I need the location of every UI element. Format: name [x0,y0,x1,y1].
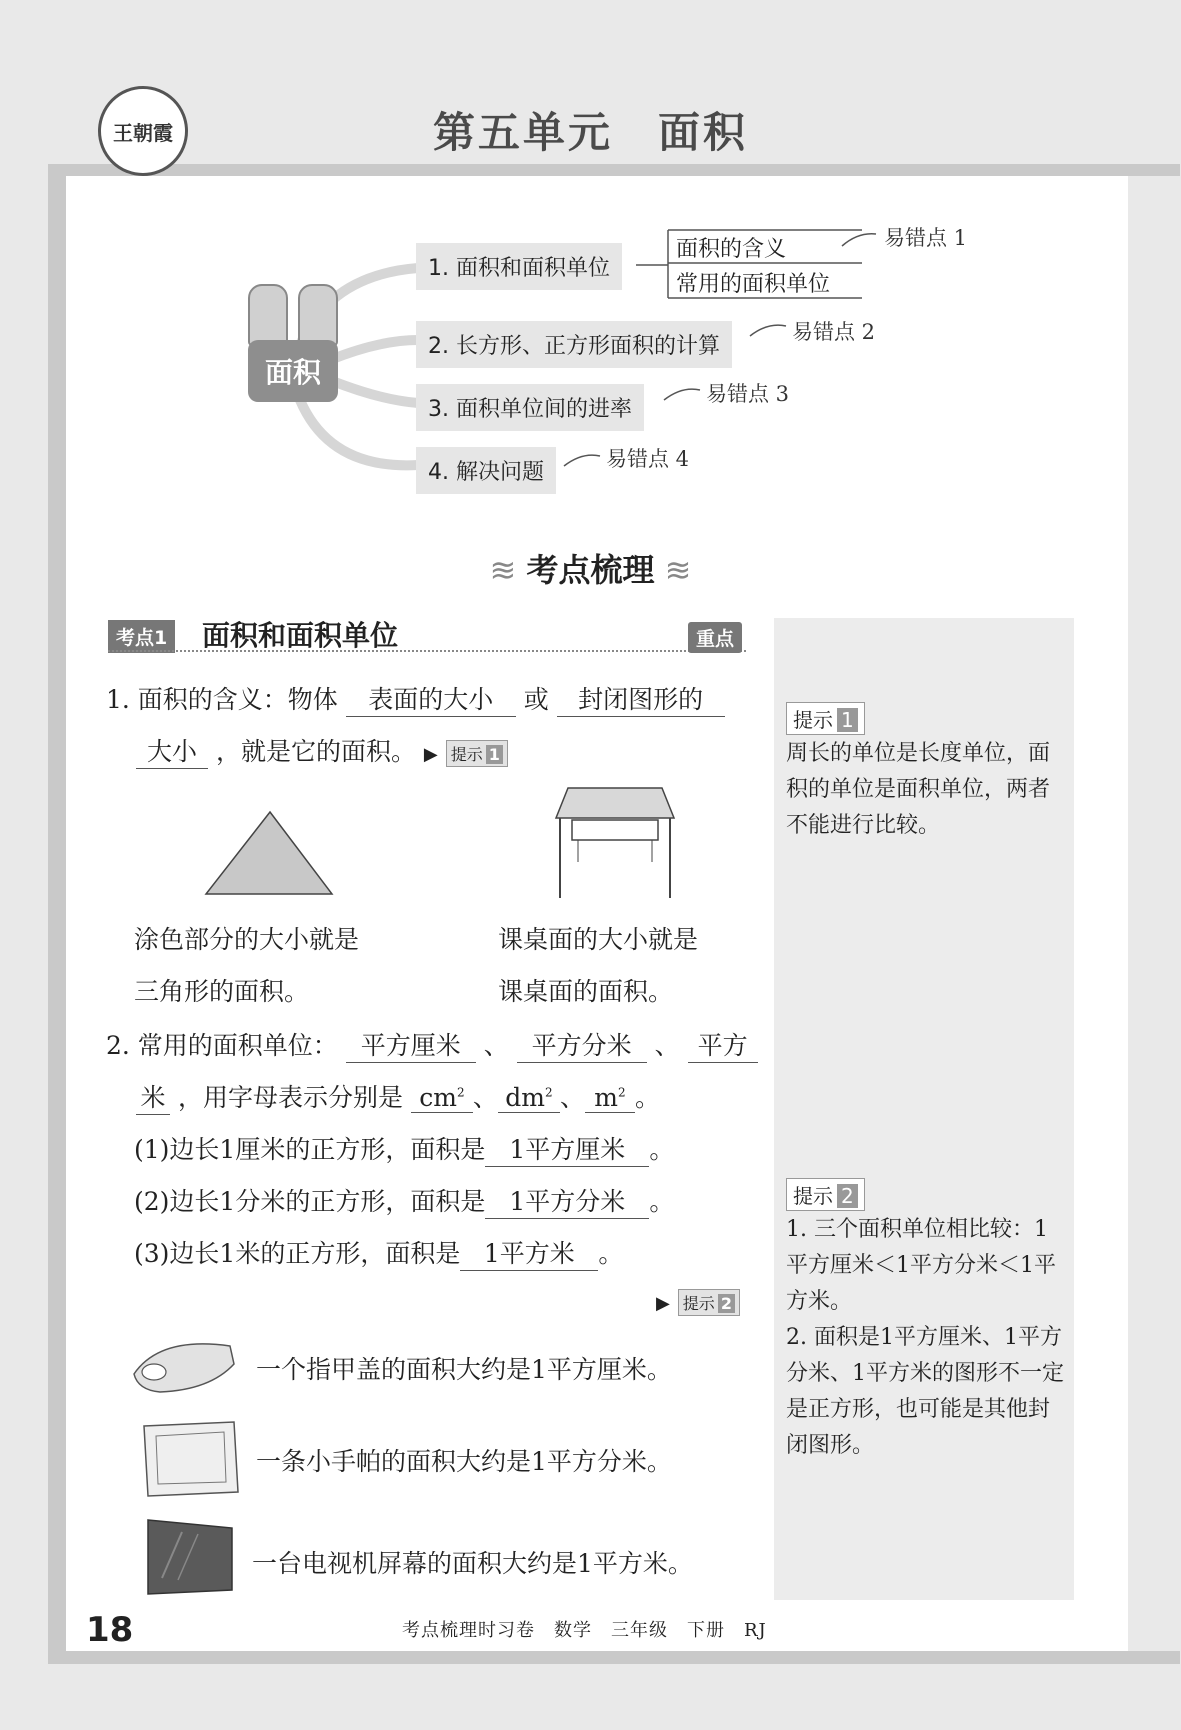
item2-mid: ，用字母表示分别是 [177,1083,403,1112]
item2-sub1 [134,1130,674,1167]
item2-blank1: 平方厘米 [346,1026,476,1063]
sub2-blank: 1平方分米 [485,1182,649,1219]
desk-illustration [550,784,680,902]
caption-left-1: 涂色部分的大小就是 [134,925,360,954]
mind-map-branch-1: 1. 面积和面积单位 [416,243,622,290]
tv-illustration [144,1518,236,1598]
error-point-4: 易错点 4 [606,447,690,471]
sidebar-hint-1-head [786,702,865,735]
item2-blank3: 平方 [688,1026,758,1063]
kaodian-underline [108,650,746,652]
item2-prefix: 2. 常用的面积单位： [106,1031,338,1060]
sidebar-hint-2-text-2: 2. 面积是1平方厘米、1平方分米、1平方米的图形不一定是正方形，也可能是其他封闭图形。 [786,1325,1064,1458]
fingernail-illustration [130,1334,242,1396]
kaodian-tag: 考点1 [108,620,175,653]
item2-sym1 [411,1083,473,1113]
hint-ref-2-num: 2 [718,1294,735,1313]
frame-bottom [48,1651,1180,1664]
item2-sep3: 、 [472,1083,498,1112]
caption-right-1: 课桌面的大小就是 [498,925,699,954]
caption-right-2: 课桌面的面积。 [498,977,674,1006]
item2-sub3 [134,1234,623,1271]
item2-line2 [136,1078,660,1115]
mind-map-sub-meaning: 面积的含义 [676,237,787,262]
item1-blank2: 封闭图形的 [557,680,725,717]
page-number: 18 [86,1610,134,1650]
item2-sep4: 、 [559,1083,585,1112]
item2-sep1: 、 [483,1031,509,1060]
error-point-3: 易错点 3 [706,382,790,406]
mind-map-branch-2: 2. 长方形、正方形面积的计算 [416,321,732,368]
wave-icon-right: ≋ [654,551,692,589]
item1-line1 [106,680,725,717]
item1-blank3: 大小 [136,732,208,769]
sidebar-hint-1-label: 提示 [793,708,833,732]
wave-icon-left: ≋ [489,551,527,589]
sym1-sup: 2 [456,1085,465,1100]
sub1-blank: 1平方厘米 [485,1130,649,1167]
item2-blank4: 米 [136,1078,170,1115]
sub2-text: (2)边长1分米的正方形，面积是 [134,1187,486,1216]
item1-prefix: 1. 面积的含义：物体 [106,685,338,714]
item2-blank2: 平方分米 [517,1026,647,1063]
example-tv: 一台电视机屏幕的面积大约是1平方米。 [252,1549,693,1578]
kaodian-title: 面积和面积单位 [202,619,399,652]
unit-title: 第五单元 面积 [432,108,748,157]
error-point-1: 易错点 1 [884,226,968,250]
hint-ref-1-label: 提示 [450,745,483,764]
item2-sub2 [134,1182,674,1219]
sub3-end: 。 [598,1239,624,1268]
sidebar-hint-1-text: 周长的单位是长度单位，面积的单位是面积单位，两者不能进行比较。 [786,741,1051,838]
item2-end: 。 [634,1083,660,1112]
sym2-text: dm [505,1083,545,1112]
sub1-end: 。 [649,1135,675,1164]
sym3-text: m [594,1083,618,1112]
error-point-2: 易错点 2 [792,320,876,344]
sidebar-hint-2-num: 2 [837,1184,858,1208]
example-handkerchief: 一条小手帕的面积大约是1平方分米。 [256,1447,672,1476]
logo-text: 王朝霞 [113,120,173,145]
item2-sym3 [585,1083,635,1113]
mind-map-branch-4: 4. 解决问题 [416,447,556,494]
footer-text: 考点梳理时习卷 数学 三年级 下册 RJ [402,1620,767,1641]
triangle-illustration [200,808,340,898]
play-icon: ▶ [656,1293,670,1314]
mind-map-sub-units: 常用的面积单位 [676,272,831,297]
hint-ref-1-num: 1 [486,745,503,764]
sym1-text: cm [419,1083,457,1112]
mascot-right [298,284,338,346]
item2-sep2: 、 [654,1031,680,1060]
sub2-end: 。 [649,1187,675,1216]
item1-suffix: ，就是它的面积。 [215,737,416,766]
sidebar-hint-2-text-1: 1. 三个面积单位相比较：1平方厘米＜1平方分米＜1平方米。 [786,1217,1056,1314]
mascot-left [248,284,288,346]
sidebar-hint-2-head [786,1178,865,1211]
example-fingernail: 一个指甲盖的面积大约是1平方厘米。 [256,1355,672,1384]
sym3-sup: 2 [617,1085,626,1100]
sub3-blank: 1平方米 [460,1234,598,1271]
section-heading [0,545,1181,591]
sidebar-hint-2-label: 提示 [793,1184,833,1208]
mind-map-branch-3: 3. 面积单位间的进率 [416,384,644,431]
item1-line2 [136,732,508,769]
item2-sym2 [498,1083,560,1113]
caption-left-2: 三角形的面积。 [134,977,310,1006]
item2-line1 [106,1026,758,1063]
item1-mid: 或 [523,685,549,714]
mind-map-root: 面积 [248,340,338,402]
item1-blank1: 表面的大小 [346,680,516,717]
sidebar-hint-1-num: 1 [837,708,858,732]
section-heading-text: 考点梳理 [526,551,655,589]
hint-ref-1[interactable] [446,740,508,767]
sym2-sup: 2 [544,1085,553,1100]
hint-ref-2-label: 提示 [682,1294,715,1313]
handkerchief-illustration [138,1420,242,1498]
hint-ref-2-line [656,1286,740,1316]
sub1-text: (1)边长1厘米的正方形，面积是 [134,1135,486,1164]
sub3-text: (3)边长1米的正方形，面积是 [134,1239,461,1268]
play-icon: ▶ [423,744,438,765]
kaodian-badge: 重点 [688,622,742,653]
hint-ref-2[interactable] [678,1289,740,1316]
